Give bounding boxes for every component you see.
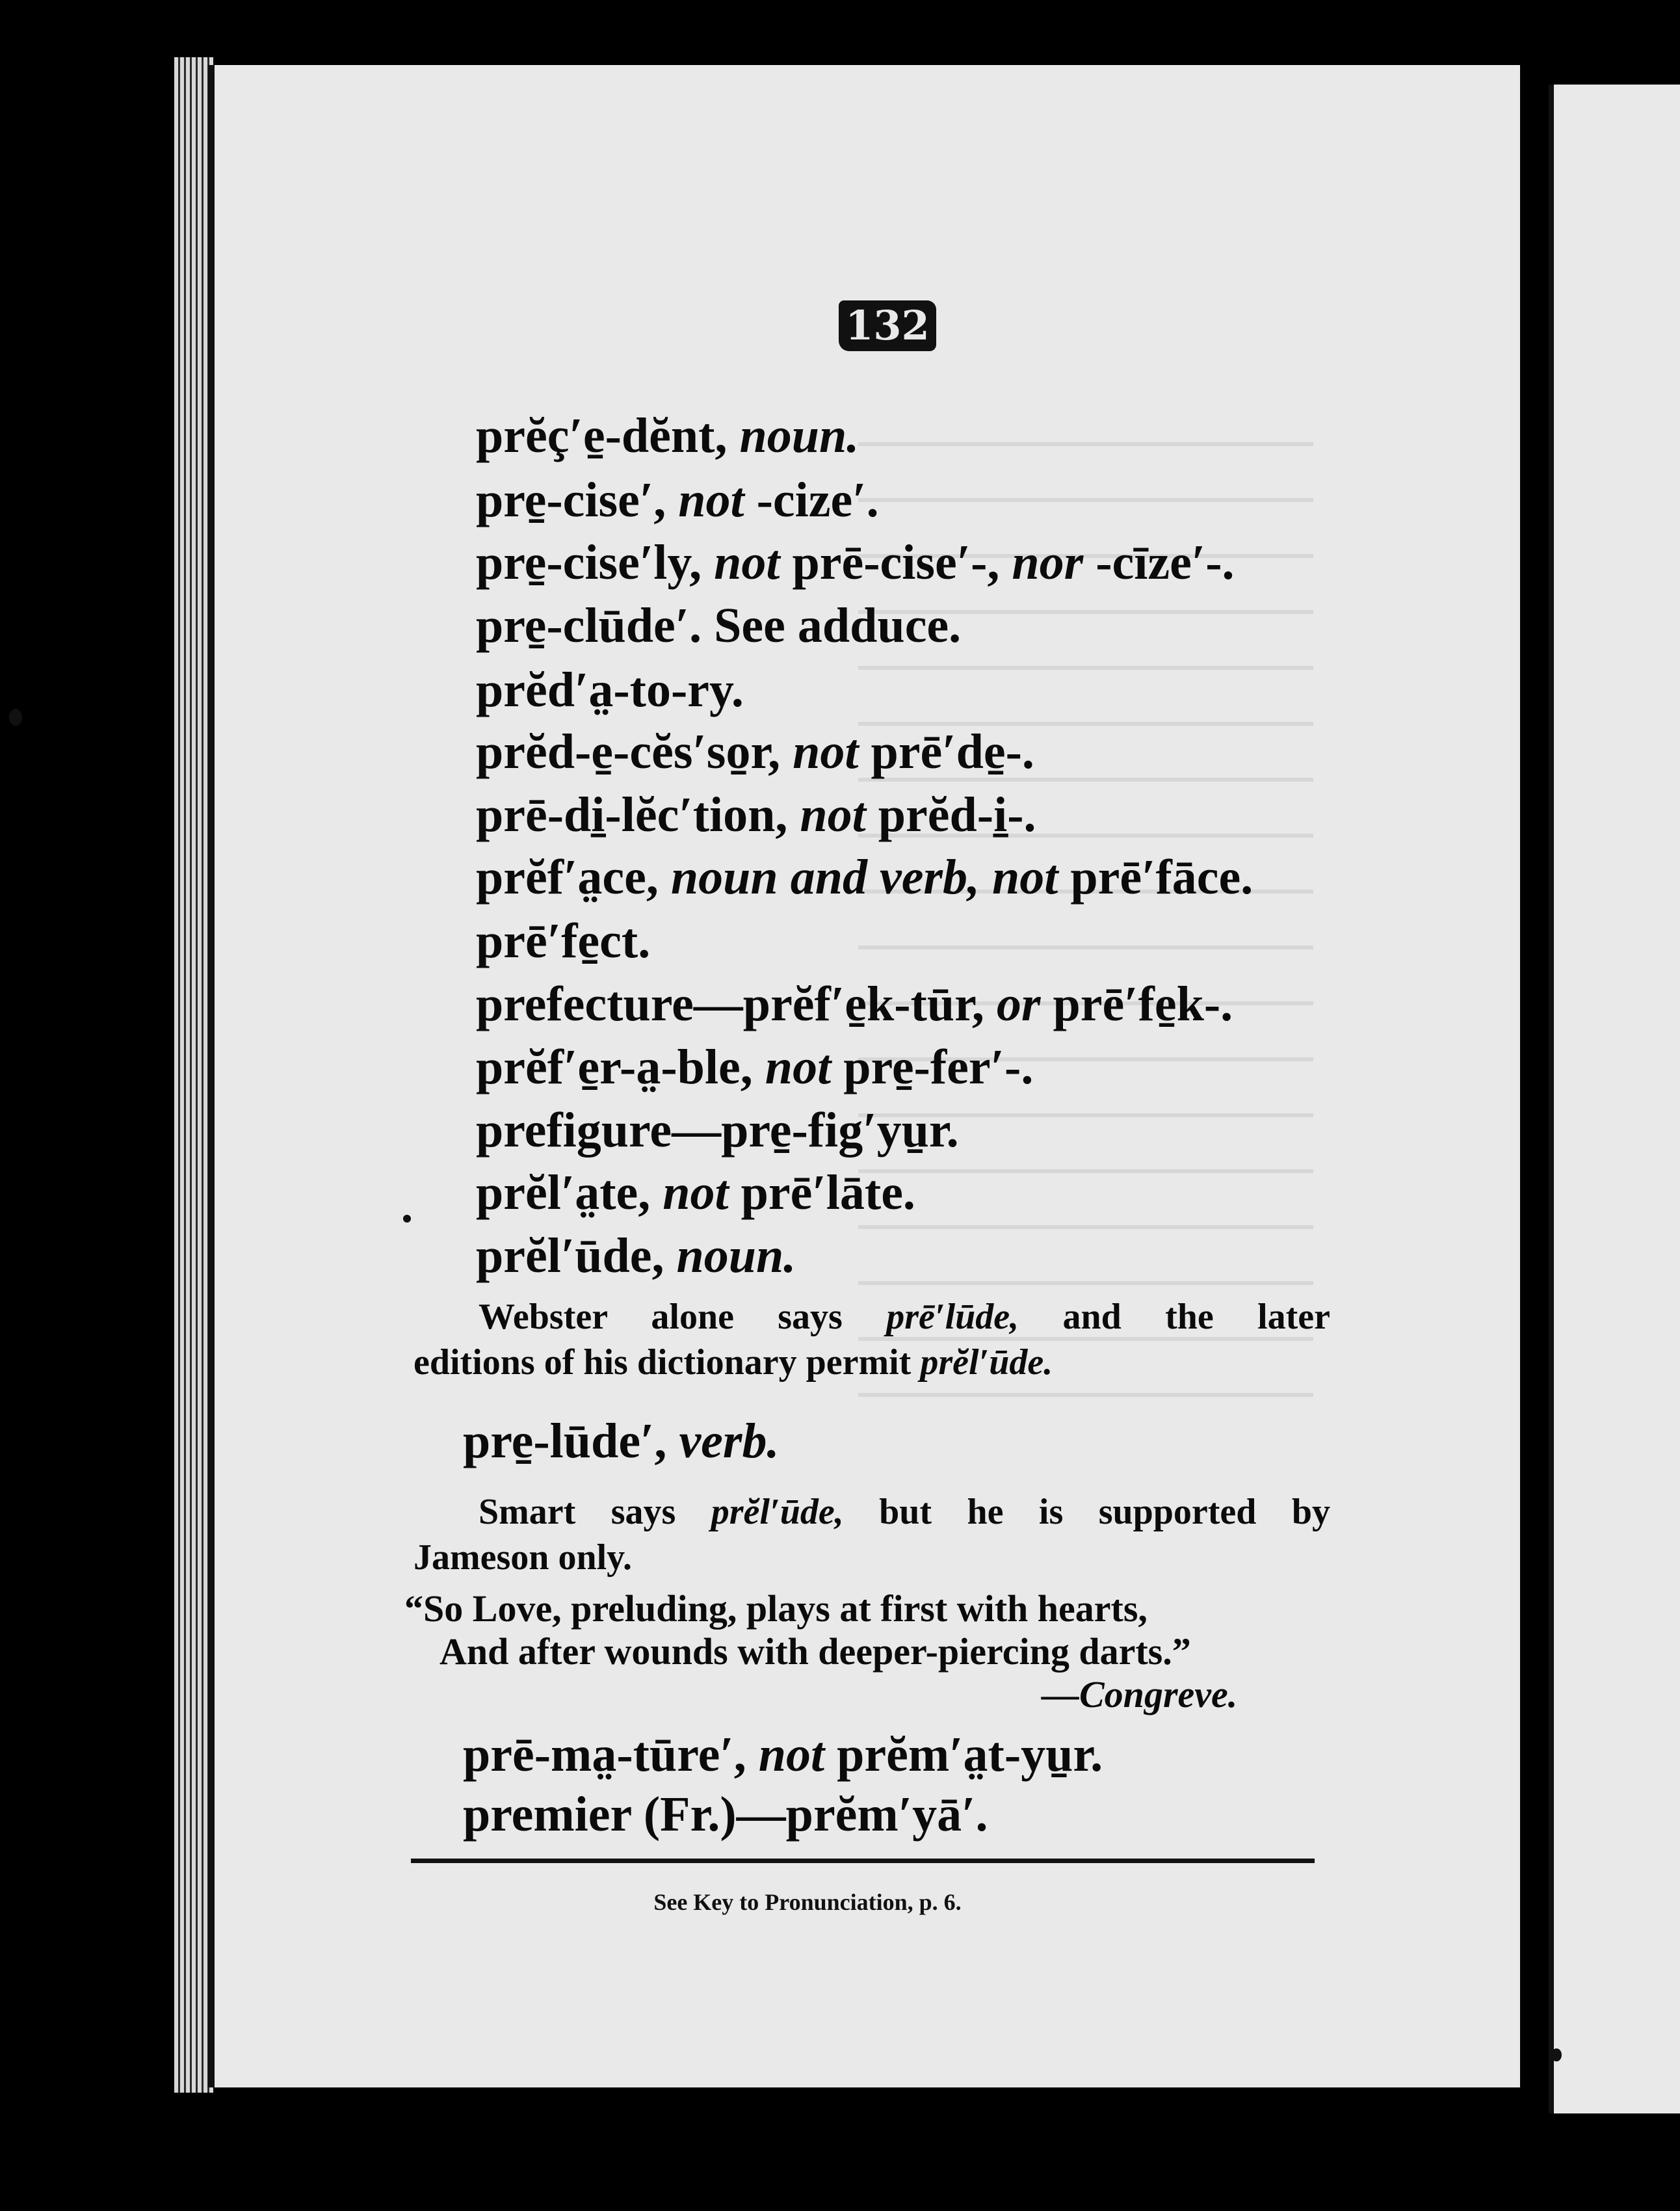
italic-text: not xyxy=(714,535,780,590)
italic-text: noun. xyxy=(739,408,860,463)
dictionary-entry xyxy=(476,850,1253,905)
entry-prelude-verb xyxy=(463,1416,779,1466)
note-line xyxy=(413,1535,1330,1580)
dictionary-entry xyxy=(476,1042,1033,1092)
note-line xyxy=(413,1340,1330,1385)
quote-line-2: And after wounds with deeper-piercing darts.” xyxy=(440,1630,1191,1673)
italic-text: not xyxy=(758,1727,825,1782)
italic-text: noun. xyxy=(676,1228,796,1283)
text-run: prĕd′a̤-to-ry. xyxy=(476,663,744,717)
dictionary-entry xyxy=(463,1727,1103,1782)
quote-line-1: “So Love, preluding, plays at first with hearts, xyxy=(404,1587,1148,1630)
text-run: prē-cise′-, xyxy=(780,535,1012,590)
text-run: Smart says xyxy=(479,1492,711,1532)
text-run: prē′fāce. xyxy=(1058,850,1253,905)
text-run: prĕd-i̱-. xyxy=(865,788,1036,842)
dictionary-entry xyxy=(476,665,744,715)
text-run: pre̱-cise′, xyxy=(476,473,679,527)
dictionary-entry xyxy=(476,1103,959,1158)
text-run: pre̱-cise′ly, xyxy=(476,535,715,590)
dictionary-entry xyxy=(476,916,650,966)
page-edges xyxy=(174,57,213,2093)
dictionary-entry xyxy=(476,535,1235,590)
text-run: prē′fe̱ct. xyxy=(476,914,651,968)
dictionary-entry xyxy=(476,1228,796,1283)
text-run: Webster alone says xyxy=(479,1297,887,1337)
quote-attribution: —Congreve. xyxy=(1042,1673,1238,1715)
text-run: -cize′. xyxy=(744,473,879,527)
text-run: prĕç′e̱-dĕnt, xyxy=(476,408,740,463)
text-run: prĕd-e̱-cĕs′so̱r, xyxy=(476,724,793,779)
text-run: prē-ma̤-tūre′, xyxy=(463,1727,759,1782)
italic-text: prĕl′ūde. xyxy=(920,1342,1053,1383)
italic-text: prĕl′ūde, xyxy=(711,1492,844,1532)
text-run: prē′fe̱k-. xyxy=(1040,977,1233,1031)
page-number: 132 xyxy=(839,300,936,351)
footer-rule xyxy=(411,1859,1315,1863)
text-run: premier (Fr.)—prĕm′yā′. xyxy=(463,1787,988,1842)
scan-speck xyxy=(9,709,22,726)
text-run: prĕf′e̱r-a̤-ble, xyxy=(476,1040,765,1094)
scan-speck xyxy=(1551,2048,1562,2061)
italic-text: not xyxy=(678,473,744,527)
text-run: prē′lāte. xyxy=(728,1165,915,1220)
text-run: pre̱-fer′-. xyxy=(831,1040,1034,1094)
dictionary-entry xyxy=(476,1165,915,1220)
note-line xyxy=(413,1294,1330,1340)
note-line xyxy=(413,1489,1330,1535)
text-run: prē-di̱-lĕc′tion, xyxy=(476,788,800,842)
text-run: prē′de̱-. xyxy=(858,724,1034,779)
dictionary-entry xyxy=(476,408,860,463)
italic-text: not xyxy=(765,1040,832,1094)
italic-text: not xyxy=(663,1165,729,1220)
text-run: prefecture—prĕf′e̱k-tūr, xyxy=(476,977,997,1031)
text-run: but he is supported by xyxy=(843,1492,1330,1532)
italic-text: verb. xyxy=(679,1414,780,1468)
dictionary-entry xyxy=(476,475,879,525)
dictionary-entry xyxy=(463,1787,988,1842)
italic-text: prē′lūde, xyxy=(886,1297,1019,1337)
text-run: prefigure—pre̱-fig′yu̱r. xyxy=(476,1103,959,1158)
text-run: prĕf′a̤ce, xyxy=(476,850,671,905)
text-run: prĕm′a̤t-yu̱r. xyxy=(824,1727,1103,1782)
text-run: editions of his dictionary permit xyxy=(413,1342,921,1383)
dictionary-entry xyxy=(476,979,1233,1029)
dictionary-entry xyxy=(476,724,1034,779)
dictionary-entry xyxy=(476,790,1036,840)
note-webster xyxy=(413,1294,1330,1385)
text-run: Jameson only. xyxy=(413,1537,633,1578)
italic-text: not xyxy=(800,788,866,842)
italic-text: or xyxy=(996,977,1041,1031)
scan-speck xyxy=(403,1215,411,1223)
text-run: pre̱-lūde′, xyxy=(463,1414,679,1468)
dictionary-entry xyxy=(476,598,962,653)
italic-text: noun and verb, not xyxy=(670,850,1058,905)
italic-text: not xyxy=(793,724,859,779)
note-smart xyxy=(413,1489,1330,1580)
italic-text: nor xyxy=(1012,535,1084,590)
facing-page xyxy=(1549,85,1680,2113)
text-run: pre̱-clūde′. See adduce. xyxy=(476,598,962,653)
text-run: -cīze′-. xyxy=(1083,535,1235,590)
text-run: prĕl′a̤te, xyxy=(476,1165,663,1220)
text-run: and the later xyxy=(1019,1297,1330,1337)
footer-key-reference: See Key to Pronunciation, p. 6. xyxy=(653,1889,962,1915)
text-run: prĕl′ūde, xyxy=(476,1228,677,1283)
